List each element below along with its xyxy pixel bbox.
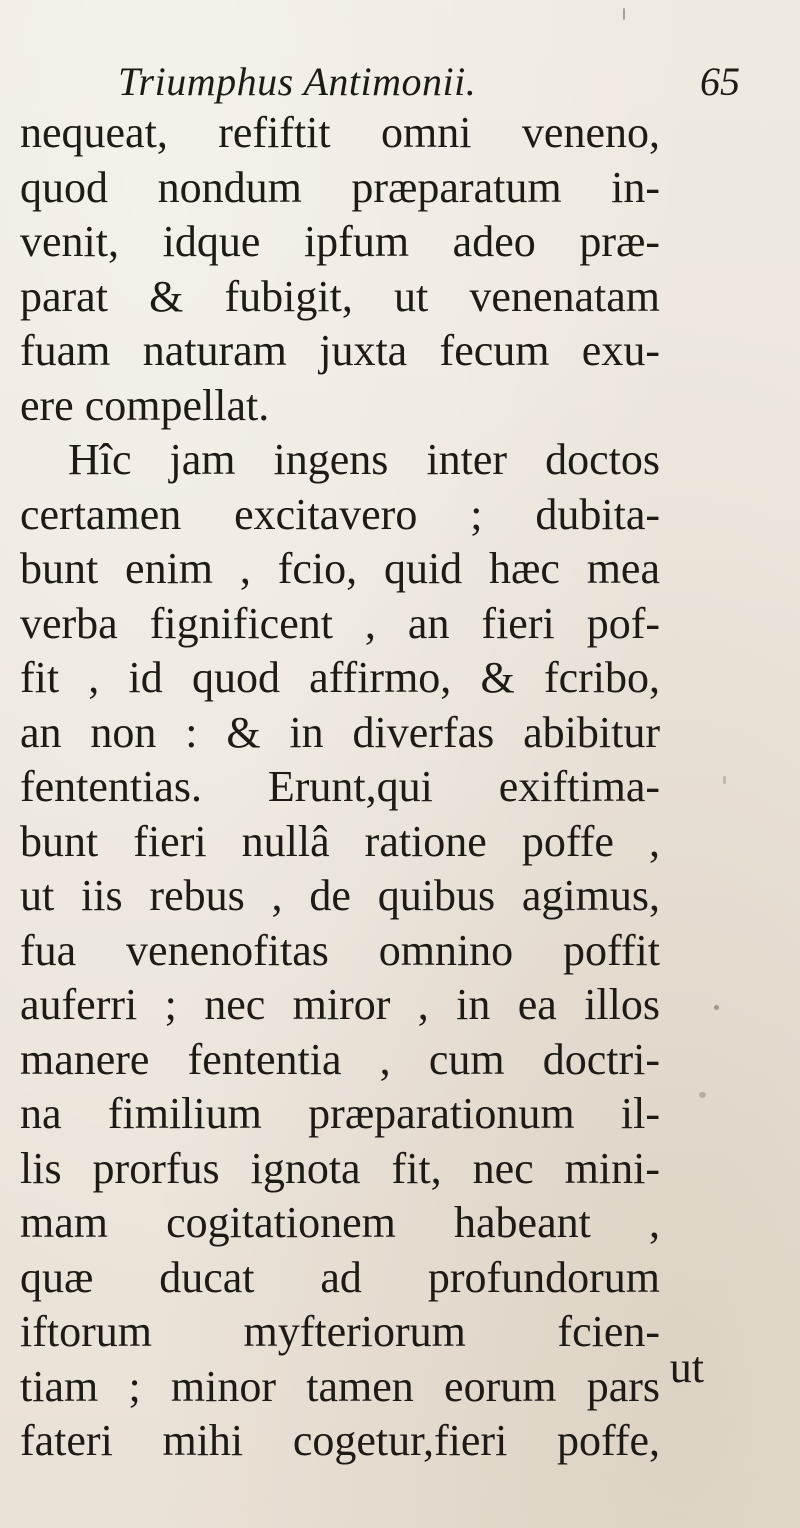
text-line: lis prorfus ignota fit, nec mini- — [20, 1143, 660, 1193]
text-line: bunt fieri nullâ ratione poffe , — [20, 816, 660, 866]
text-line: manere fententia , cum doctri- — [20, 1034, 660, 1084]
text-line: quod nondum præparatum in- — [20, 162, 660, 212]
text-line: parat & fubigit, ut venenatam — [20, 271, 660, 321]
text-line: fententias. Erunt,qui exiftima- — [20, 762, 660, 811]
text-line: quæ ducat ad profundorum — [20, 1252, 660, 1302]
text-line: Hîc jam ingens inter doctos — [68, 435, 660, 484]
text-line: bunt enim , fcio, quid hæc mea — [20, 544, 660, 593]
body-text — [20, 106, 660, 1469]
text-line: venit, idque ipfum adeo præ- — [20, 217, 660, 266]
text-line: auferri ; nec miror , in ea illos — [20, 980, 660, 1029]
text-line: certamen excitavero ; dubita- — [20, 489, 660, 539]
paper-speck — [699, 1092, 706, 1098]
running-title: Triumphus Antimonii. — [118, 59, 477, 104]
text-line: ut iis rebus , de quibus agimus, — [20, 871, 660, 920]
catchword: ut — [669, 1343, 704, 1392]
text-line: iftorum myfteriorum fcien- — [20, 1307, 660, 1356]
paper-speck — [714, 1005, 719, 1010]
text-line: nequeat, refiftit omni veneno, — [20, 108, 660, 157]
text-line: na fimilium præparationum il- — [20, 1089, 660, 1138]
text-line: tiam ; minor tamen eorum pars — [20, 1361, 660, 1411]
page-number: 65 — [700, 59, 740, 104]
text-line: fua venenofitas omnino poffit — [20, 925, 660, 975]
text-line: fit , id quod affirmo, & fcribo, — [20, 653, 660, 702]
paper-speck — [623, 8, 625, 20]
paper-speck — [723, 776, 726, 784]
text-line: verba fignificent , an fieri pof- — [20, 598, 660, 648]
text-line: mam cogitationem habeant , — [20, 1198, 660, 1247]
text-line: an non : & in diverfas abibitur — [20, 707, 660, 757]
page-header — [118, 58, 740, 108]
text-line: fateri mihi cogetur,fieri poffe, — [20, 1416, 660, 1465]
text-line: ere compellat. — [20, 380, 270, 430]
text-line: fuam naturam juxta fecum exu- — [20, 326, 660, 375]
